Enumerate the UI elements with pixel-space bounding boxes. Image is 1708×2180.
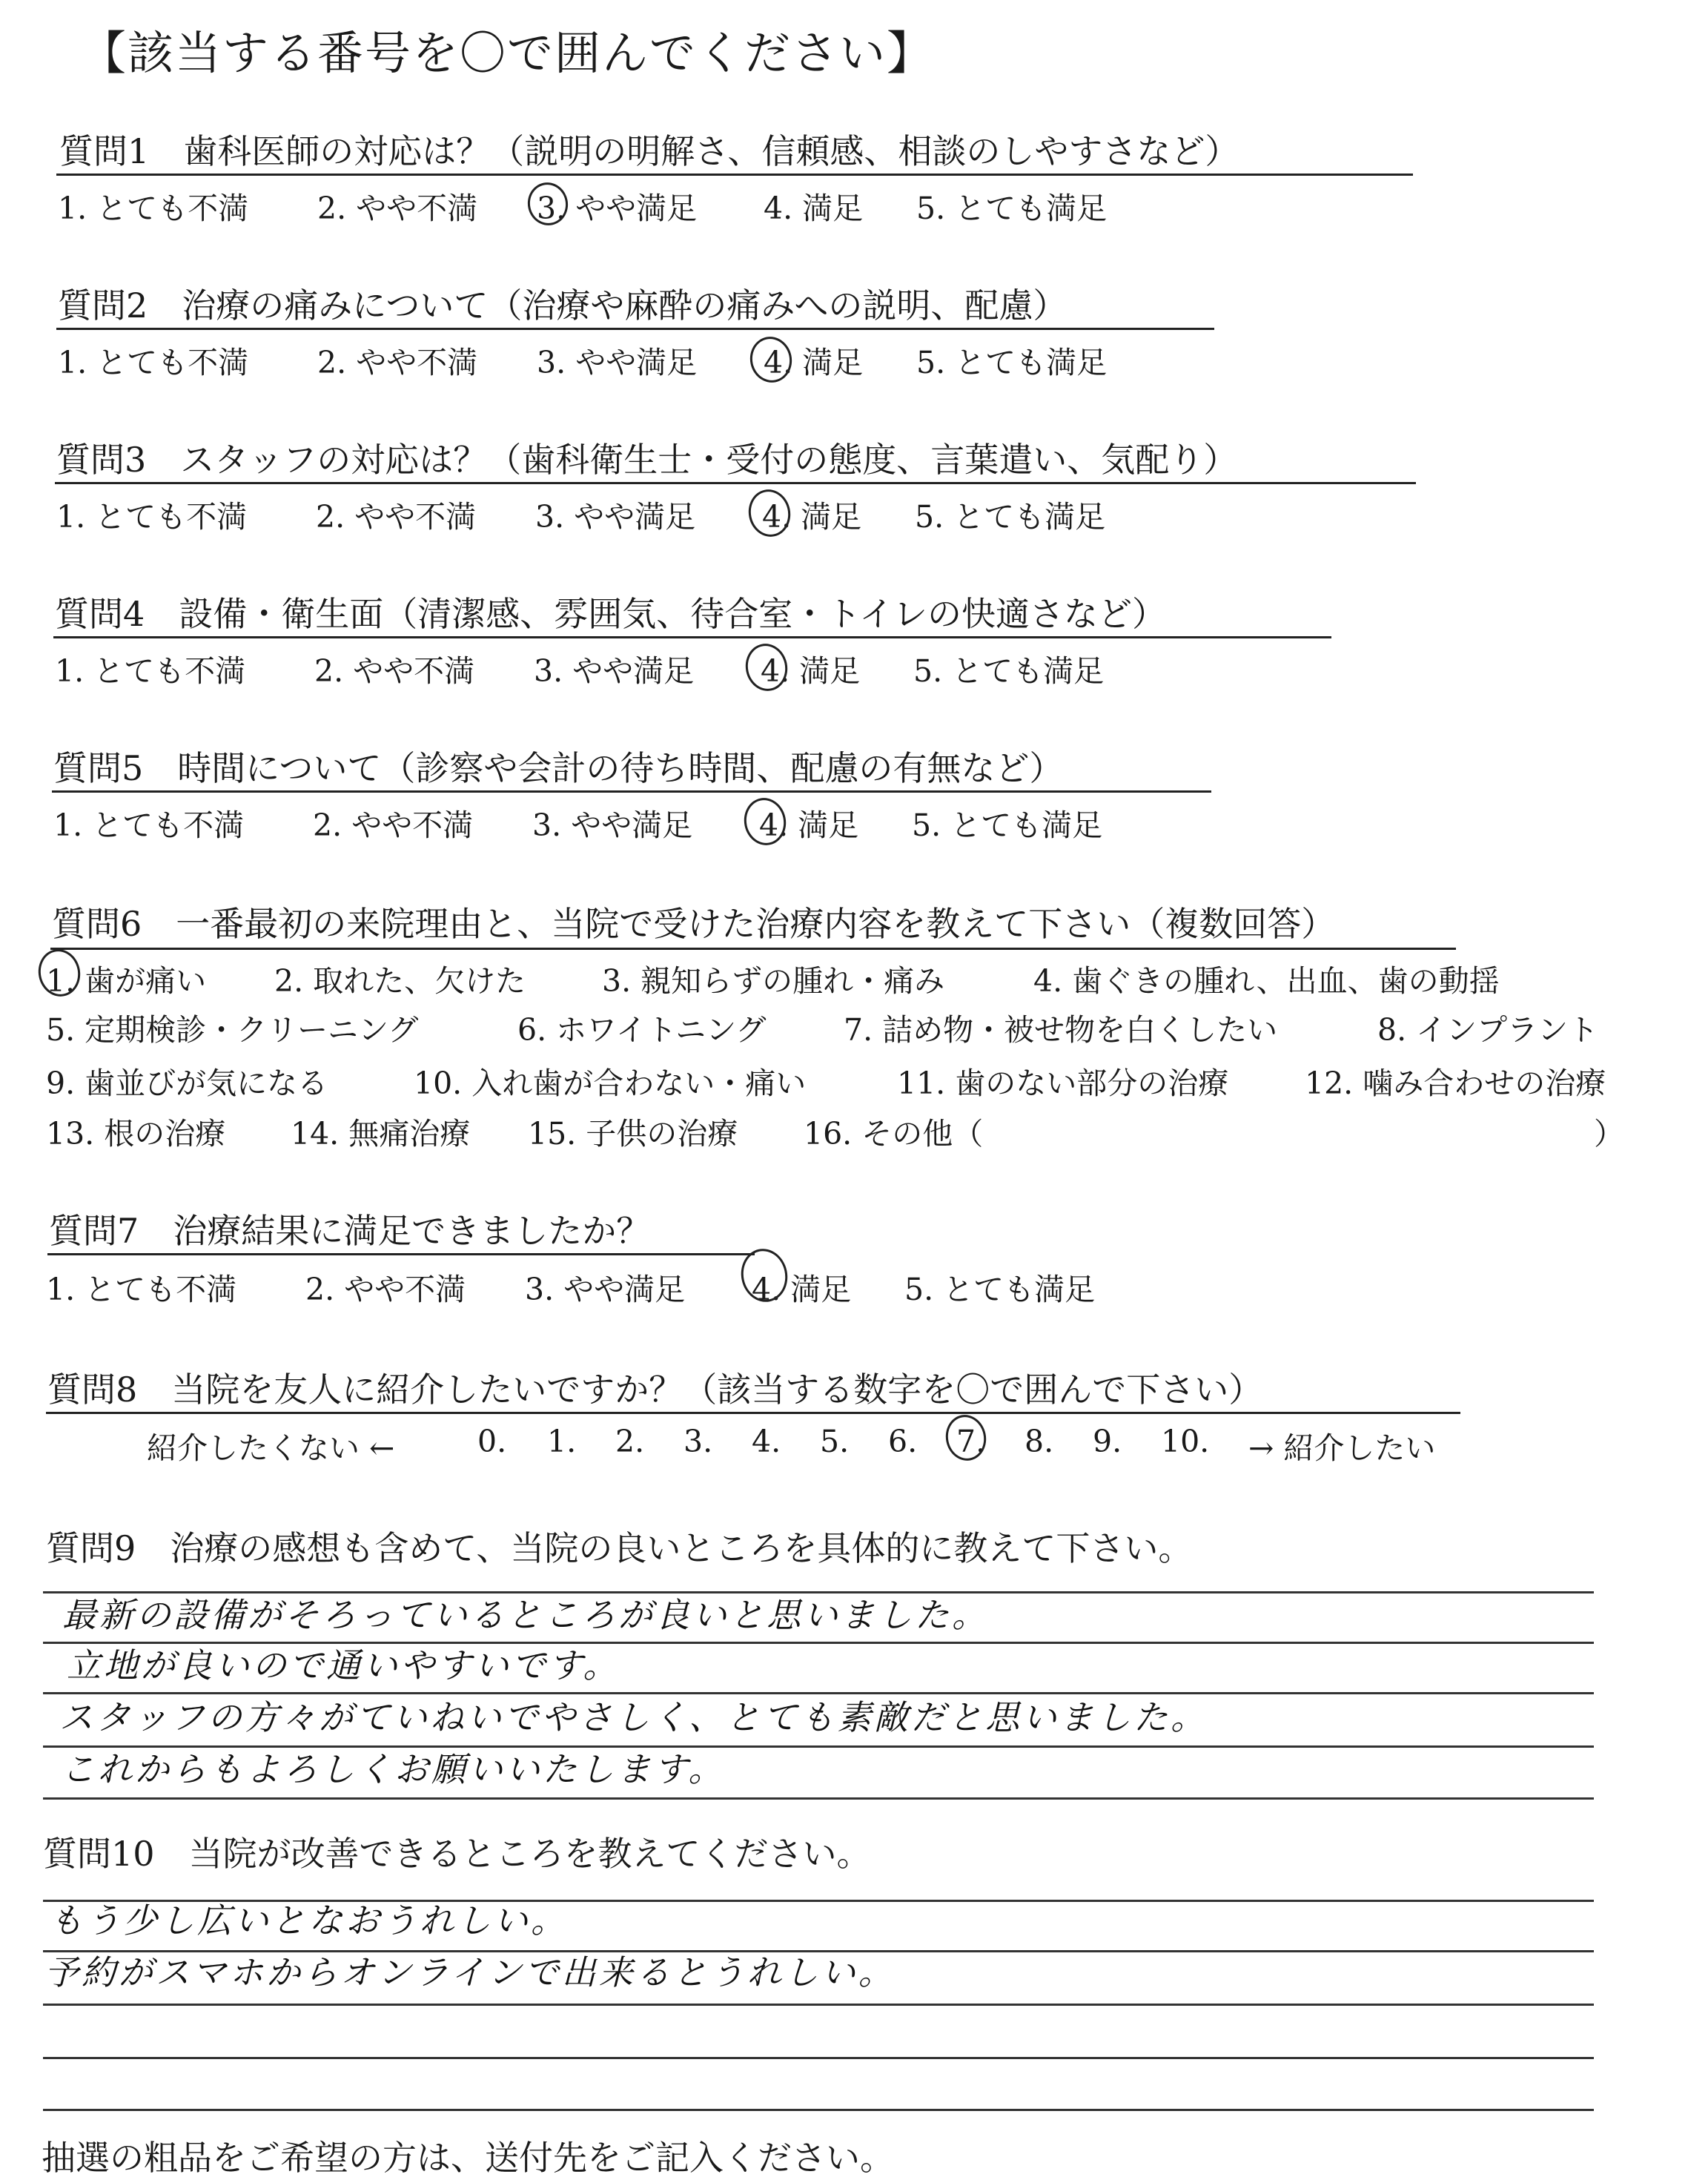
question-2-underline xyxy=(56,328,1214,330)
question-2-options xyxy=(0,338,1708,383)
question-7-options xyxy=(0,1265,1708,1309)
q8-number-10[interactable]: 10. xyxy=(1161,1424,1210,1459)
q8-number-3[interactable]: 3. xyxy=(683,1424,713,1459)
q5-option-2[interactable]: 2. やや不満 xyxy=(313,807,474,843)
question-7-underline xyxy=(47,1253,755,1255)
question-5-options xyxy=(0,801,1708,845)
q8-number-1[interactable]: 1. xyxy=(547,1424,577,1459)
q1-option-3[interactable]: 3. やや満足 xyxy=(537,191,698,226)
q8-left-label: 紹介したくない ← xyxy=(147,1430,395,1466)
q4-option-3[interactable]: 3. やや満足 xyxy=(534,653,695,689)
q6-option-13[interactable]: 13. 根の治療 xyxy=(46,1116,226,1152)
q10-answer-line-5 xyxy=(43,2109,1594,2111)
question-1-underline xyxy=(56,174,1413,176)
question-5-label: 質問5 時間について（診察や会計の待ち時間、配慮の有無など） xyxy=(53,748,1064,788)
q6-option-3[interactable]: 3. 親知らずの腫れ・痛み xyxy=(602,963,945,999)
q6-option-6[interactable]: 6. ホワイトニング xyxy=(517,1012,767,1048)
question-6-options xyxy=(0,957,1708,1152)
q8-number-5[interactable]: 5. xyxy=(820,1424,850,1459)
q3-option-4[interactable]: 4. 満足 xyxy=(762,499,862,535)
q6-option-14[interactable]: 14. 無痛治療 xyxy=(291,1116,471,1152)
q5-option-4[interactable]: 4. 満足 xyxy=(759,807,859,843)
q7-option-1[interactable]: 1. とても不満 xyxy=(46,1272,237,1307)
q1-option-4[interactable]: 4. 満足 xyxy=(764,191,864,226)
question-2-label: 質問2 治療の痛みについて（治療や麻酔の痛みへの説明、配慮） xyxy=(58,285,1068,326)
q2-option-3[interactable]: 3. やや満足 xyxy=(537,345,698,380)
q9-answer-3: スタッフの方々がていねいでやさしく、とても素敵だと思いました。 xyxy=(59,1697,1208,1737)
question-4-label: 質問4 設備・衛生面（清潔感、雰囲気、待合室・トイレの快適さなど） xyxy=(55,594,1166,634)
q6-option-15[interactable]: 15. 子供の治療 xyxy=(528,1116,738,1152)
q6-option-12[interactable]: 12. 噛み合わせの治療 xyxy=(1305,1066,1606,1101)
q4-option-5[interactable]: 5. とても満足 xyxy=(913,653,1105,689)
q2-option-4[interactable]: 4. 満足 xyxy=(764,345,864,380)
q8-right-label: → 紹介したい xyxy=(1248,1430,1436,1466)
q8-number-0[interactable]: 0. xyxy=(477,1424,507,1459)
q5-option-3[interactable]: 3. やや満足 xyxy=(532,807,693,843)
q6-option-5[interactable]: 5. 定期検診・クリーニング xyxy=(46,1012,419,1048)
q10-answer-line-3 xyxy=(43,2004,1594,2006)
question-3-options xyxy=(0,492,1708,537)
q9-answer-line-5 xyxy=(43,1797,1594,1800)
q8-number-9[interactable]: 9. xyxy=(1093,1424,1122,1459)
question-4-options xyxy=(0,647,1708,691)
question-5-underline xyxy=(52,790,1211,793)
question-8-label: 質問8 当院を友人に紹介したいですか？（該当する数字を〇で囲んで下さい） xyxy=(47,1370,1263,1410)
q1-option-1[interactable]: 1. とても不満 xyxy=(58,191,249,226)
q10-answer-2: 予約がスマホからオンラインで出来るとうれしい。 xyxy=(44,1952,896,1992)
question-3-underline xyxy=(55,482,1416,484)
question-6-underline xyxy=(50,948,1456,950)
q8-number-6[interactable]: 6. xyxy=(888,1424,918,1459)
q9-answer-1: 最新の設備がそろっているところが良いと思いました。 xyxy=(62,1595,989,1635)
q7-option-4[interactable]: 4. 満足 xyxy=(752,1272,852,1307)
q6-option-11[interactable]: 11. 歯のない部分の治療 xyxy=(897,1066,1229,1101)
q6-option-16[interactable]: 16. その他（ xyxy=(804,1116,984,1152)
q2-option-5[interactable]: 5. とても満足 xyxy=(916,345,1108,380)
question-6-label: 質問6 一番最初の来院理由と、当院で受けた治療内容を教えて下さい（複数回答） xyxy=(52,904,1336,944)
question-1-label: 質問1 歯科医師の対応は？（説明の明解さ、信頼感、相談のしやすさなど） xyxy=(59,131,1239,171)
q5-option-1[interactable]: 1. とても不満 xyxy=(53,807,245,843)
q6-option-1[interactable]: 1. 歯が痛い xyxy=(46,963,207,999)
question-4-underline xyxy=(53,636,1331,638)
question-10-label: 質問10 当院が改善できるところを教えてください。 xyxy=(43,1834,871,1874)
q4-option-1[interactable]: 1. とても不満 xyxy=(55,653,246,689)
q1-option-2[interactable]: 2. やや不満 xyxy=(317,191,478,226)
q6-option-10[interactable]: 10. 入れ歯が合わない・痛い xyxy=(414,1066,807,1101)
question-8-scale xyxy=(0,1424,1708,1468)
q10-answer-1: もう少し広いとなおうれしい。 xyxy=(49,1900,568,1940)
footer-note: 抽選の粗品をご希望の方は、送付先をご記入ください。 xyxy=(42,2138,894,2178)
q9-answer-4: これからもよろしくお願いいたします。 xyxy=(61,1749,726,1789)
q3-option-2[interactable]: 2. やや不満 xyxy=(316,499,477,535)
q6-option-4[interactable]: 4. 歯ぐきの腫れ、出血、歯の動揺 xyxy=(1033,963,1500,999)
q5-option-5[interactable]: 5. とても満足 xyxy=(912,807,1103,843)
question-8-underline xyxy=(46,1412,1460,1414)
q7-option-2[interactable]: 2. やや不満 xyxy=(305,1272,466,1307)
question-7-label: 質問7 治療結果に満足できましたか？ xyxy=(49,1211,651,1251)
q10-answer-line-4 xyxy=(43,2057,1594,2059)
q8-number-2[interactable]: 2. xyxy=(615,1424,645,1459)
q7-option-3[interactable]: 3. やや満足 xyxy=(525,1272,686,1307)
q9-answer-2: 立地が良いので通いやすいです。 xyxy=(67,1645,620,1685)
q7-option-5[interactable]: 5. とても満足 xyxy=(904,1272,1096,1307)
q3-option-1[interactable]: 1. とても不満 xyxy=(56,499,248,535)
q2-option-1[interactable]: 1. とても不満 xyxy=(58,345,249,380)
q3-option-3[interactable]: 3. やや満足 xyxy=(535,499,696,535)
question-9-label: 質問9 治療の感想も含めて、当院の良いところを具体的に教えて下さい。 xyxy=(46,1528,1193,1568)
question-3-label: 質問3 スタッフの対応は？（歯科衛生士・受付の態度、言葉遣い、気配り） xyxy=(56,440,1238,480)
q6-option-8[interactable]: 8. インプラント xyxy=(1377,1012,1599,1048)
q8-number-4[interactable]: 4. xyxy=(752,1424,781,1459)
q2-option-2[interactable]: 2. やや不満 xyxy=(317,345,478,380)
page-title: 【該当する番号を〇で囲んでください】 xyxy=(80,26,935,80)
q6-option-9[interactable]: 9. 歯並びが気になる xyxy=(46,1066,328,1101)
q8-number-8[interactable]: 8. xyxy=(1025,1424,1054,1459)
q4-option-2[interactable]: 2. やや不満 xyxy=(314,653,475,689)
q8-number-7[interactable]: 7. xyxy=(956,1424,986,1459)
q6-option-16-paren-close: ） xyxy=(1594,1116,1624,1152)
q6-option-2[interactable]: 2. 取れた、欠けた xyxy=(274,963,526,999)
q1-option-5[interactable]: 5. とても満足 xyxy=(916,191,1108,226)
question-1-options xyxy=(0,184,1708,228)
q6-option-7[interactable]: 7. 詰め物・被せ物を白くしたい xyxy=(844,1012,1278,1048)
q4-option-4[interactable]: 4. 満足 xyxy=(761,653,861,689)
q3-option-5[interactable]: 5. とても満足 xyxy=(915,499,1106,535)
